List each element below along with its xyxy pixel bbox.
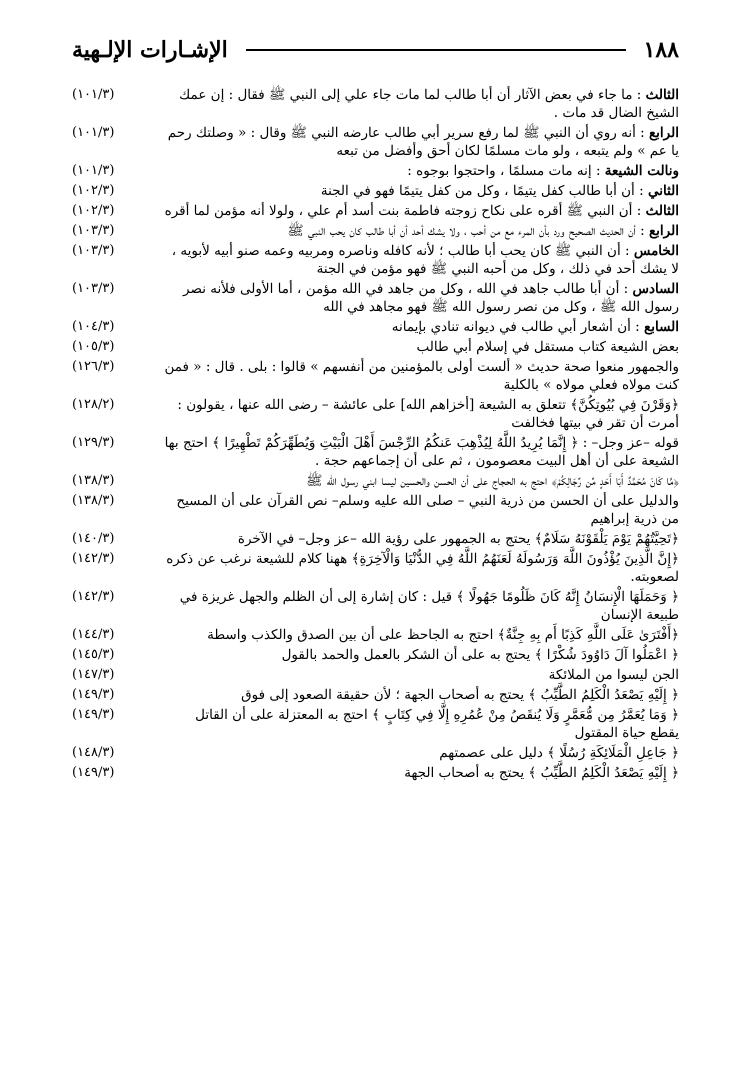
entry: [72, 530, 679, 548]
entry: [72, 222, 679, 240]
entry-text: ﴿تَحِيَّتُهُمْ يَوْمَ يَلْقَوْنَهُ سَلَامٌ﴾ يحتج به الجمهور على رؤية الله –عز وجل– في الآخرة: [237, 531, 679, 547]
entry-text: : أن أبا طالب كفل يتيمًا ، وكل من كفل يتيمًا فهو في الجنة: [320, 183, 644, 199]
entry: [72, 358, 679, 394]
entry: [72, 338, 679, 356]
entry-reference: (١٤٩/٣): [72, 707, 115, 722]
entry: [72, 86, 679, 122]
entry-text: ﴿ وَمَا يُعَمَّرُ مِن مُّعَمَّرٍ وَلَا يُنقَصُ مِنْ عُمُرِهِ إِلَّا فِي كِتَابٍ ﴾ احتج به المعتزلة على أن القاتل يقطع حياة المقتول: [195, 707, 679, 741]
entry-text-block: [156, 202, 679, 220]
entry-heading: الثالث: [645, 203, 679, 219]
entry-reference: (١٤٤/٣): [72, 627, 115, 642]
entry: [72, 744, 679, 762]
entry-text: والجمهور منعوا صحة حديث « ألست أولى بالمؤمنين من أنفسهم » قالوا : بلى . قال : « فمن كنت مولاه فعلي مولاه » بالكلية: [164, 359, 679, 393]
entry-reference: (١٠٢/٣): [72, 203, 115, 218]
entry-text-block: [156, 338, 679, 356]
entry: [72, 434, 679, 470]
entry-heading: الرابع: [648, 223, 679, 239]
entry: [72, 396, 679, 432]
book-title: الإشـارات الإلـهية: [72, 37, 228, 63]
entry-text-block: [156, 182, 679, 200]
entry-text: ﴿ اعْمَلُوا آلَ دَاوُودَ شُكْرًا ﴾ يحتج به على أن الشكر بالعمل والحمد بالقول: [281, 647, 679, 663]
entry: [72, 550, 679, 586]
entry-text: : أن الحديث الصحيح ورد بأن المرء مع من أحب ، ولا يشك أحد أن أبا طالب كان يحب النبي ﷺ: [287, 223, 645, 239]
entry-text: ﴿ جَاعِلِ الْمَلَائِكَةِ رُسُلًا ﴾ دليل على عصمتهم: [439, 745, 679, 761]
entry-reference: (١٤٧/٣): [72, 667, 115, 682]
entry-heading: الثاني: [647, 183, 679, 199]
entry-list: [72, 86, 679, 782]
entry-text: الجن ليسوا من الملائكة: [548, 667, 679, 683]
entry: [72, 646, 679, 664]
entry-reference: (١٤٩/٣): [72, 687, 115, 702]
entry-reference: (١٤٠/٣): [72, 531, 115, 546]
entry-reference: (١٠٣/٣): [72, 243, 115, 258]
entry-text: : أن أبا طالب جاهد في الله ، وكل من جاهد في الله مؤمن ، أما الأولى فلأنه نصر رسول الله ﷺ ، وكل من نصر رسول الله ﷺ فهو مجاهد في الله: [183, 281, 679, 315]
entry: [72, 162, 679, 180]
entry-text: ﴿ وَحَمَلَهَا الْإِنسَانُ إِنَّهُ كَانَ ظَلُومًا جَهُولًا ﴾ قيل : كان إشارة إلى أن الظلم والجهل غريزة في طبيعة الإنسان: [179, 589, 679, 623]
entry-reference: (١٠٢/٣): [72, 183, 115, 198]
entry-text-block: [156, 666, 679, 684]
entry-reference: (١٣٨/٣): [72, 493, 115, 508]
entry: [72, 318, 679, 336]
entry-text-block: [156, 646, 679, 664]
entry-text-block: [156, 764, 679, 782]
entry-text: : ما جاء في بعض الآثار أن أبا طالب لما مات جاء علي إلى النبي ﷺ فقال : إن عمك الشيخ الضال قد مات .: [179, 87, 679, 121]
entry-text-block: [156, 706, 679, 742]
entry-text-block: [156, 124, 679, 160]
entry-text-block: [156, 86, 679, 122]
entry: [72, 124, 679, 160]
entry-reference: (١٠١/٣): [72, 87, 115, 102]
entry-text-block: [156, 280, 679, 316]
entry-reference: (١٣٨/٣): [72, 473, 115, 488]
entry-reference: (١٢٨/٢): [72, 397, 115, 412]
entry: [72, 202, 679, 220]
page-number: ١٨٨: [643, 37, 679, 63]
entry-text: ﴿أَفْتَرَىٰ عَلَى اللَّهِ كَذِبًا أَم بِهِ جِنَّةٌ﴾ احتج به الجاحظ على أن بين الصدق والكذب واسطة: [207, 627, 679, 643]
entry-reference: (١٤٢/٣): [72, 589, 115, 604]
entry-reference: (١٤٥/٣): [72, 647, 115, 662]
entry-text-block: [156, 242, 679, 278]
header-rule: [246, 49, 626, 51]
entry-heading: السادس: [632, 281, 679, 297]
entry-text-block: [156, 626, 679, 644]
entry-heading: الثالث: [645, 87, 679, 103]
entry: [72, 686, 679, 704]
entry-text-block: [156, 492, 679, 528]
entry: [72, 764, 679, 782]
entry-heading: الخامس: [633, 243, 679, 259]
entry-text: ﴿ إِلَيْهِ يَصْعَدُ الْكَلِمُ الطَّيِّبُ ﴾ يحتج به أصحاب الجهة ؛ لأن حقيقة الصعود إلى فوق: [241, 687, 679, 703]
entry-text: : أن النبي ﷺ كان يحب أبا طالب ؛ لأنه كافله وناصره ومربيه وعمه صنو أبيه لأبويه ، لا يشك أحد في ذلك ، وكل من أحبه النبي ﷺ فهو مؤمن في الجنة: [171, 243, 679, 277]
entry: [72, 588, 679, 624]
entry-reference: (١٢٦/٣): [72, 359, 115, 374]
entry: [72, 626, 679, 644]
entry: [72, 280, 679, 316]
entry-heading: الرابع: [648, 125, 679, 141]
entry-text: : أن النبي ﷺ أقره على نكاح زوجته فاطمة بنت أسد أم علي ، ولولا أنه مؤمن لما أقره: [164, 203, 642, 219]
entry-text-block: [156, 434, 679, 470]
entry-reference: (١٠٥/٣): [72, 339, 115, 354]
entry-reference: (١٢٩/٣): [72, 435, 115, 450]
entry: [72, 242, 679, 278]
entry: [72, 182, 679, 200]
entry-reference: (١٠١/٣): [72, 163, 115, 178]
entry-heading: السابع: [644, 319, 679, 335]
entry-reference: (١٤٩/٣): [72, 765, 115, 780]
entry-text-block: [156, 472, 679, 490]
entry-text-block: [156, 358, 679, 394]
entry-text-block: [156, 222, 679, 240]
entry-text-block: [156, 396, 679, 432]
entry-reference: (١٠١/٣): [72, 125, 115, 140]
entry-text: ﴿مَّا كَانَ مُحَمَّدٌ أَبَا أَحَدٍ مِّن رِّجَالِكُمْ﴾ احتج به الحجاج على أن الحسن والحسين ليسا ابني رسول الله ﷺ: [306, 473, 679, 489]
entry-reference: (١٠٣/٣): [72, 281, 115, 296]
entry-text-block: [156, 162, 679, 180]
entry: [72, 706, 679, 742]
entry: [72, 492, 679, 528]
entry-text: قوله –عز وجل– : ﴿ إِنَّمَا يُرِيدُ اللَّهُ لِيُذْهِبَ عَنكُمُ الرِّجْسَ أَهْلَ الْبَيْتِ وَيُطَهِّرَكُمْ تَطْهِيرًا ﴾ احتج بها الشيعة على أن أهل البيت معصومون ، ثم على أن إجماعهم حجة .: [164, 435, 679, 469]
entry-reference: (١٠٤/٣): [72, 319, 115, 334]
entry-text: ﴿وَقَرْنَ فِي بُيُوتِكُنَّ﴾ تتعلق به الشيعة [أخزاهم الله] على عائشة – رضى الله عنها ، يقولون : أمرت أن تقر في بيتها فخالفت: [177, 397, 679, 431]
entry-text: بعض الشيعة كتاب مستقل في إسلام أبي طالب: [416, 339, 679, 355]
entry-reference: (١٤٢/٣): [72, 551, 115, 566]
entry-text-block: [156, 318, 679, 336]
entry-text: ﴿إِنَّ الَّذِينَ يُؤْذُونَ اللَّهَ وَرَسُولَهُ لَعَنَهُمُ اللَّهُ فِي الدُّنْيَا وَالْآخِرَةِ﴾ ههنا كلام للشيعة نرغب عن ذكره لصعوبته.: [166, 551, 679, 585]
entry-text: : إنه مات مسلمًا ، واحتجوا بوجوه :: [407, 163, 601, 179]
entry-text-block: [156, 744, 679, 762]
entry-text: ﴿ إِلَيْهِ يَصْعَدُ الْكَلِمُ الطَّيِّبُ ﴾ يحتج به أصحاب الجهة: [404, 765, 679, 781]
entry: [72, 472, 679, 490]
entry-text: : أن أشعار أبي طالب في ديوانه تنادي بإيمانه: [391, 319, 640, 335]
entry-text: : أنه روي أن النبي ﷺ لما رفع سرير أبي طالب عارضه النبي ﷺ وقال : « وصلتك رحم يا عم » ولم يتبعه ، ولو مات مسلمًا لكان أحق وأفضل من تبعه: [167, 125, 679, 159]
entry-reference: (١٤٨/٣): [72, 745, 115, 760]
entry-text-block: [156, 686, 679, 704]
entry-text-block: [156, 530, 679, 548]
entry-heading: ونالت الشيعة: [604, 163, 679, 179]
entry-text-block: [156, 550, 679, 586]
entry-text: والدليل على أن الحسن من ذرية النبي – صلى الله عليه وسلم– نص القرآن على أن المسيح من ذرية إبراهيم: [176, 493, 679, 527]
entry: [72, 666, 679, 684]
running-header: [72, 30, 679, 70]
entry-reference: (١٠٣/٣): [72, 223, 115, 238]
entry-text-block: [156, 588, 679, 624]
